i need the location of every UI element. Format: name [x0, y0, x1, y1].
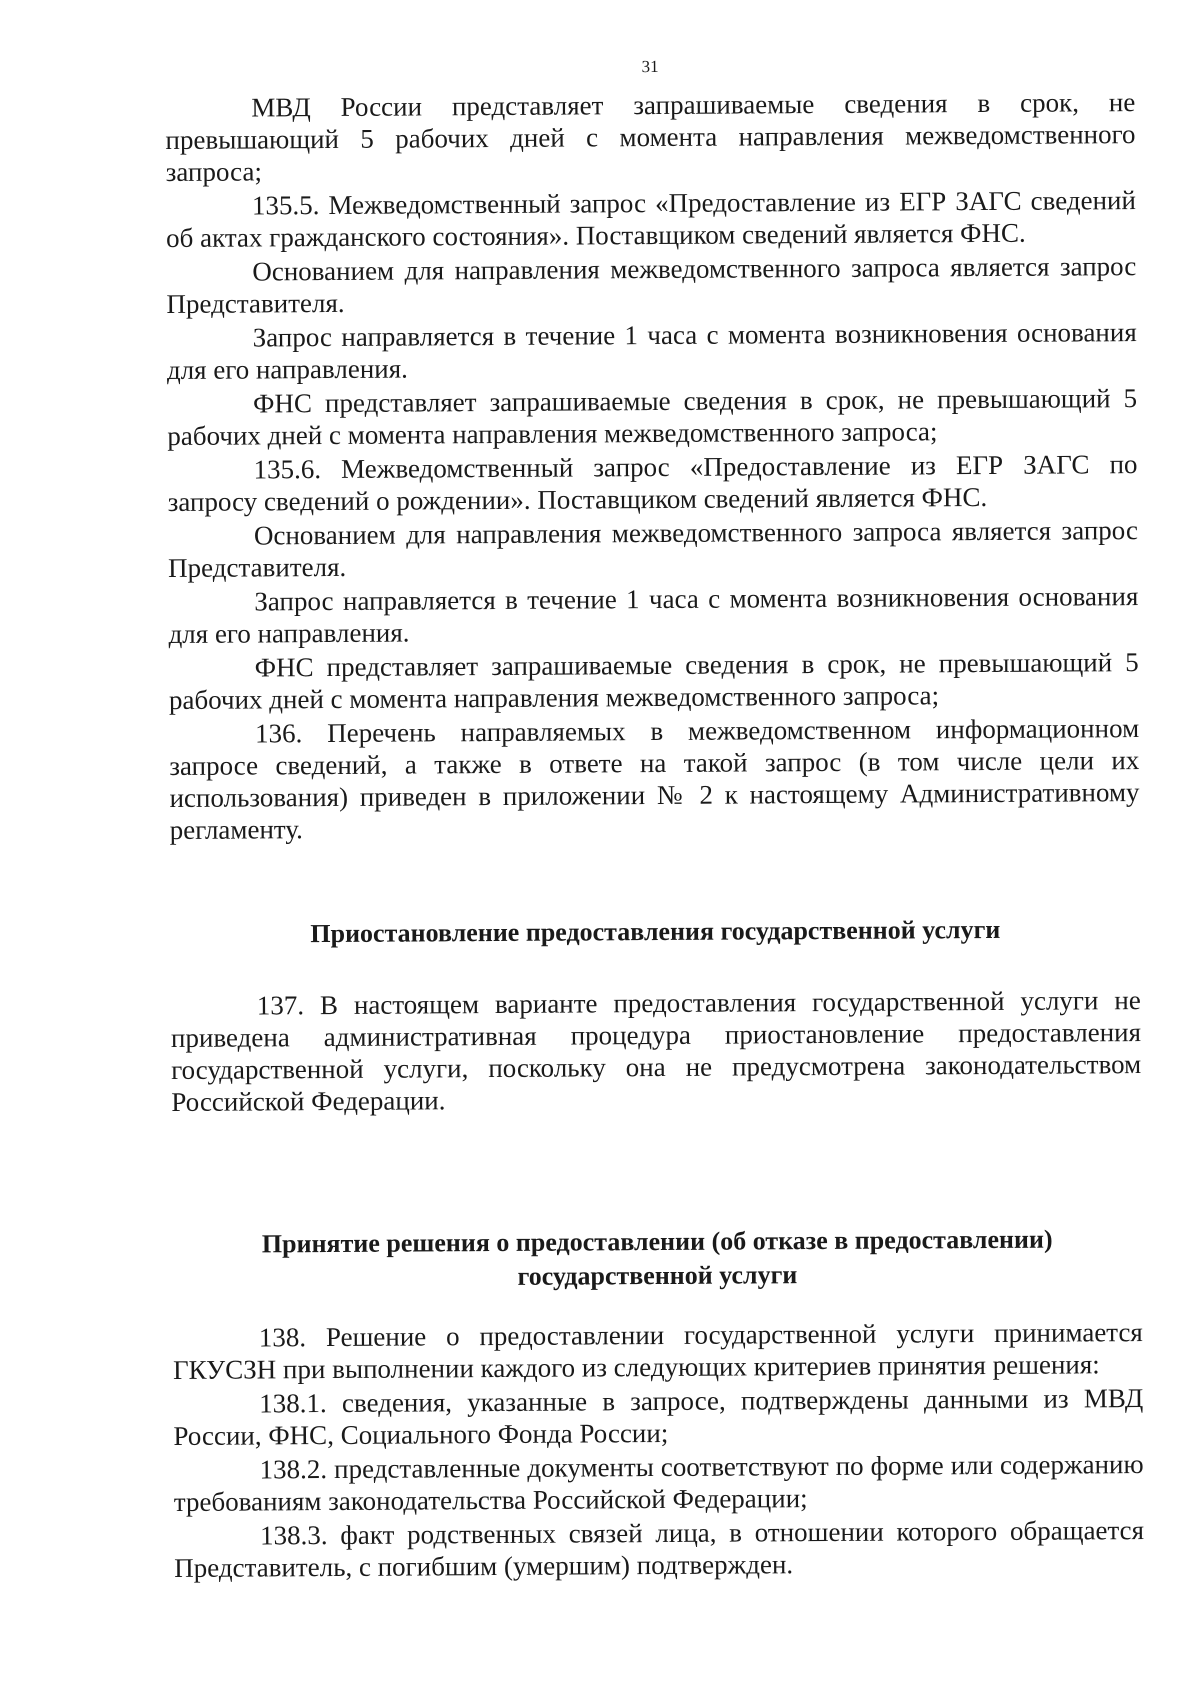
paragraph-138: 138. Решение о предоставлении государственной услуги принимается ГКУСЗН при выполнении каждого из следующих критериев принятия решения: [172, 1317, 1143, 1385]
section-heading-decision-line1: Принятие решения о предоставлении (об отказе в предоставлении) [261, 1224, 1053, 1259]
paragraph-fns-deadline-1: ФНС представляет запрашиваемые сведения в срок, не превышающий 5 рабочих дней с момента направления межведомственного запроса; [167, 383, 1138, 451]
section-spacer [171, 1114, 1142, 1228]
paragraph-mvd-deadline: МВД России представляет запрашиваемые сведения в срок, не превышающий 5 рабочих дней с момента направления межведомственного запроса; [165, 87, 1136, 187]
section-spacer [170, 946, 1140, 990]
paragraph-138-3: 138.3. факт родственных связей лица, в отношении которого обращается Представитель, с погибшим (умершим) подтвержден. [174, 1515, 1145, 1583]
paragraph-timing-1: Запрос направляется в течение 1 часа с момента возникновения основания для его направления. [166, 317, 1137, 385]
paragraph-135-5: 135.5. Межведомственный запрос «Предоставление из ЕГР ЗАГС сведений об актах гражданского состояния». Поставщиком сведений является ФНС. [166, 185, 1136, 253]
section-spacer [170, 842, 1140, 918]
paragraph-137: 137. В настоящем варианте предоставления государственной услуги не приведена административная процедура приостановление предоставления государственной услуги, поскольку она не предусмотрена законодательством Российской Федерации. [170, 985, 1142, 1117]
paragraph-timing-2: Запрос направляется в течение 1 часа с момента возникновения основания для его направления. [168, 581, 1139, 649]
section-heading-decision-line2: государственной услуги [517, 1260, 798, 1291]
paragraph-fns-deadline-2: ФНС представляет запрашиваемые сведения в срок, не превышающий 5 рабочих дней с момента направления межведомственного запроса; [168, 647, 1139, 715]
section-heading-suspension: Приостановление предоставления государственной услуги [310, 914, 1001, 949]
paragraph-basis-2: Основанием для направления межведомственного запроса является запрос Представителя. [168, 515, 1138, 583]
paragraph-136: 136. Перечень направляемых в межведомственном информационном запросе сведений, а также в ответе на такой запрос (в том числе цели их использования) приведен в приложении № 2 к настоящему Административному регламенту. [169, 713, 1140, 845]
paragraph-138-1: 138.1. сведения, указанные в запросе, подтверждены данными из МВД России, ФНС, Социального Фонда России; [173, 1383, 1144, 1451]
paragraph-basis-1: Основанием для направления межведомственного запроса является запрос Представителя. [166, 251, 1137, 319]
document-page [165, 52, 1144, 1586]
page-number: 31 [641, 56, 659, 77]
section-heading-decision [172, 1222, 1142, 1296]
paragraph-135-6: 135.6. Межведомственный запрос «Предоставление из ЕГР ЗАГС по запросу сведений о рождении». Поставщиком сведений является ФНС. [167, 449, 1138, 517]
paragraph-138-2: 138.2. представленные документы соответствуют по форме или содержанию требованиям законодательства Российской Федерации; [173, 1449, 1144, 1517]
